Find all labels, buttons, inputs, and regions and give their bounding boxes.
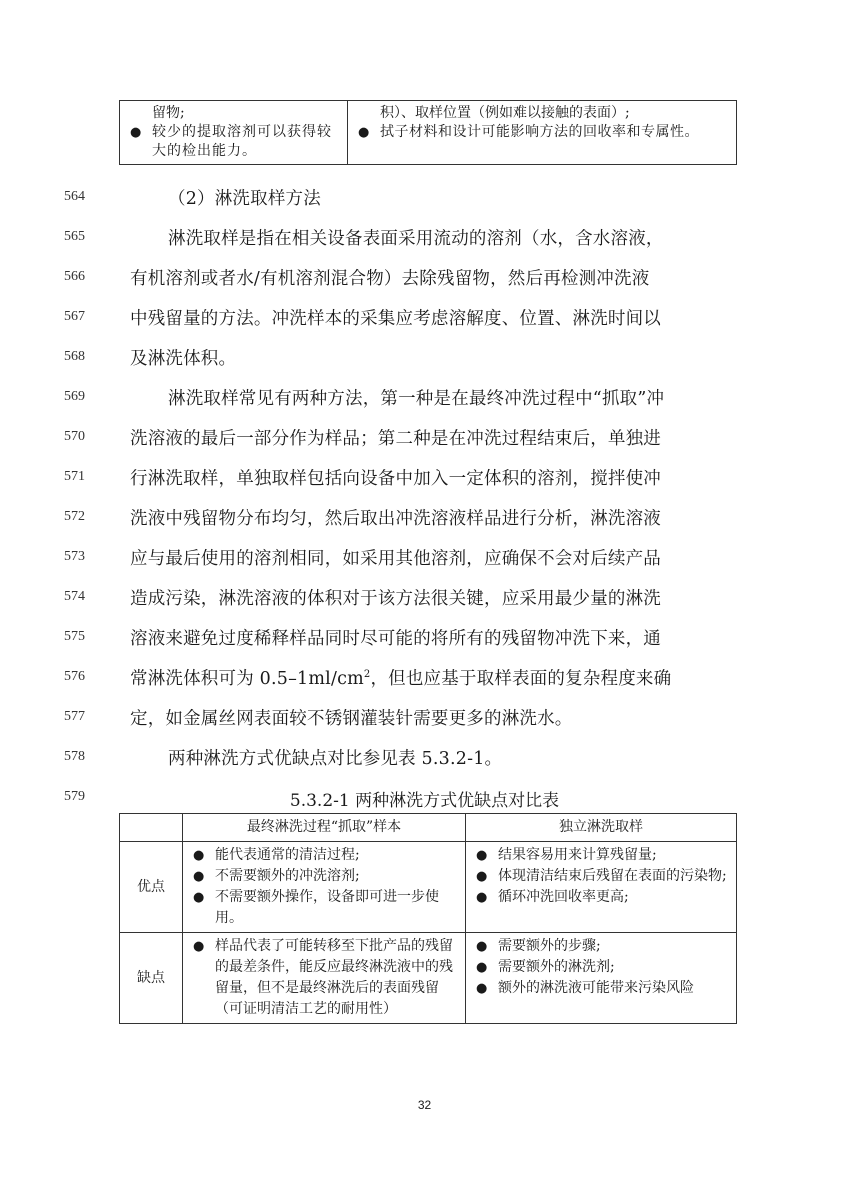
line-number: 579	[64, 789, 85, 804]
bullet-item: ● 不需要额外操作，设备即可进一步使用。	[189, 887, 459, 929]
body-line: 淋洗取样常见有两种方法，第一种是在最终冲洗过程中“抓取”冲	[168, 389, 665, 409]
bullet-item: ● 额外的淋洗液可能带来污染风险	[472, 978, 730, 999]
line-number: 575	[64, 629, 85, 644]
comparison-table	[119, 813, 737, 1024]
line-number: 566	[64, 269, 85, 284]
line-number: 571	[64, 469, 85, 484]
row-label-pros: 优点	[120, 842, 183, 933]
line-number: 569	[64, 389, 85, 404]
bullet-item: ● 能代表通常的清洁过程;	[189, 845, 459, 866]
body-line: 有机溶剂或者水/有机溶剂混合物）去除残留物，然后再检测冲洗液	[130, 269, 650, 289]
line-number: 574	[64, 589, 85, 604]
line-number: 572	[64, 509, 85, 524]
line-number: 568	[64, 349, 85, 364]
body-line: 定，如金属丝网表面较不锈钢灌装针需要更多的淋洗水。	[130, 709, 573, 729]
bullet-item: ● 拭子材料和设计可能影响方法的回收率和专属性。	[354, 123, 730, 142]
line-number: 565	[64, 229, 85, 244]
page-number: 32	[417, 1098, 432, 1112]
table-caption: 5.3.2-1 两种淋洗方式优缺点对比表	[289, 791, 560, 811]
body-line: 行淋洗取样，单独取样包括向设备中加入一定体积的溶剂，搅拌使冲	[130, 469, 661, 489]
bullet-item: ● 需要额外的步骤;	[472, 936, 730, 957]
header-col1: 最终淋洗过程“抓取”样本	[183, 814, 466, 842]
body-line: 应与最后使用的溶剂相同，如采用其他溶剂，应确保不会对后续产品	[130, 549, 661, 569]
cons-col1	[183, 933, 466, 1024]
bullet-item: ● 体现清洁结束后残留在表面的污染物;	[472, 866, 730, 887]
continued-text: 积）、取样位置（例如难以接触的表面）;	[380, 105, 630, 121]
line-number: 570	[64, 429, 85, 444]
bullet-item: ● 循环冲洗回收率更高;	[472, 887, 730, 908]
top-table-col1	[120, 101, 348, 165]
line-number: 577	[64, 709, 85, 724]
header-col2: 独立淋洗取样	[466, 814, 737, 842]
section-heading: （2）淋洗取样方法	[168, 189, 321, 209]
body-line	[130, 665, 730, 690]
table-header-row	[120, 814, 737, 842]
cons-col2	[466, 933, 737, 1024]
line-number: 567	[64, 309, 85, 324]
line-number: 564	[64, 189, 85, 204]
body-line: 中残留量的方法。冲洗样本的采集应考虑溶解度、位置、淋洗时间以	[130, 309, 661, 329]
top-continuation-table	[119, 100, 737, 165]
bullet-item: ● 结果容易用来计算残留量;	[472, 845, 730, 866]
body-line: 淋洗取样是指在相关设备表面采用流动的溶剂（水，含水溶液，	[168, 229, 664, 249]
body-text: 常淋洗体积可为 0.5–1ml/cm	[130, 669, 364, 689]
line-number: 573	[64, 549, 85, 564]
superscript: 2	[363, 669, 371, 681]
bullet-item: ● 较少的提取溶剂可以获得较大的检出能力。	[126, 123, 341, 161]
table-row	[120, 842, 737, 933]
body-line: 造成污染，淋洗溶液的体积对于该方法很关键，应采用最少量的淋洗	[130, 589, 661, 609]
body-line: 溶液来避免过度稀释样品同时尽可能的将所有的残留物冲洗下来，通	[130, 629, 661, 649]
body-line: 及淋洗体积。	[130, 349, 237, 369]
body-line: 洗液中残留物分布均匀，然后取出冲洗溶液样品进行分析，淋洗溶液	[130, 509, 661, 529]
body-line: 洗溶液的最后一部分作为样品；第二种是在冲洗过程结束后，单独进	[130, 429, 661, 449]
bullet-item: ● 不需要额外的冲洗溶剂;	[189, 866, 459, 887]
header-empty	[120, 814, 183, 842]
bullet-item: ● 需要额外的淋洗剂;	[472, 957, 730, 978]
bullet-item: ● 样品代表了可能转移至下批产品的残留的最差条件，能反应最终淋洗液中的残留量，但不是最终淋洗后的表面残留（可证明清洁工艺的耐用性）	[189, 936, 459, 1020]
line-number: 576	[64, 669, 85, 684]
table-row	[120, 933, 737, 1024]
body-line: 两种淋洗方式优缺点对比参见表 5.3.2-1。	[168, 749, 503, 769]
body-text: ，但也应基于取样表面的复杂程度来确	[370, 669, 672, 689]
pros-col2	[466, 842, 737, 933]
row-label-cons: 缺点	[120, 933, 183, 1024]
line-number: 578	[64, 749, 85, 764]
pros-col1	[183, 842, 466, 933]
top-table-col2	[348, 101, 737, 165]
continued-text: 留物;	[152, 105, 185, 121]
